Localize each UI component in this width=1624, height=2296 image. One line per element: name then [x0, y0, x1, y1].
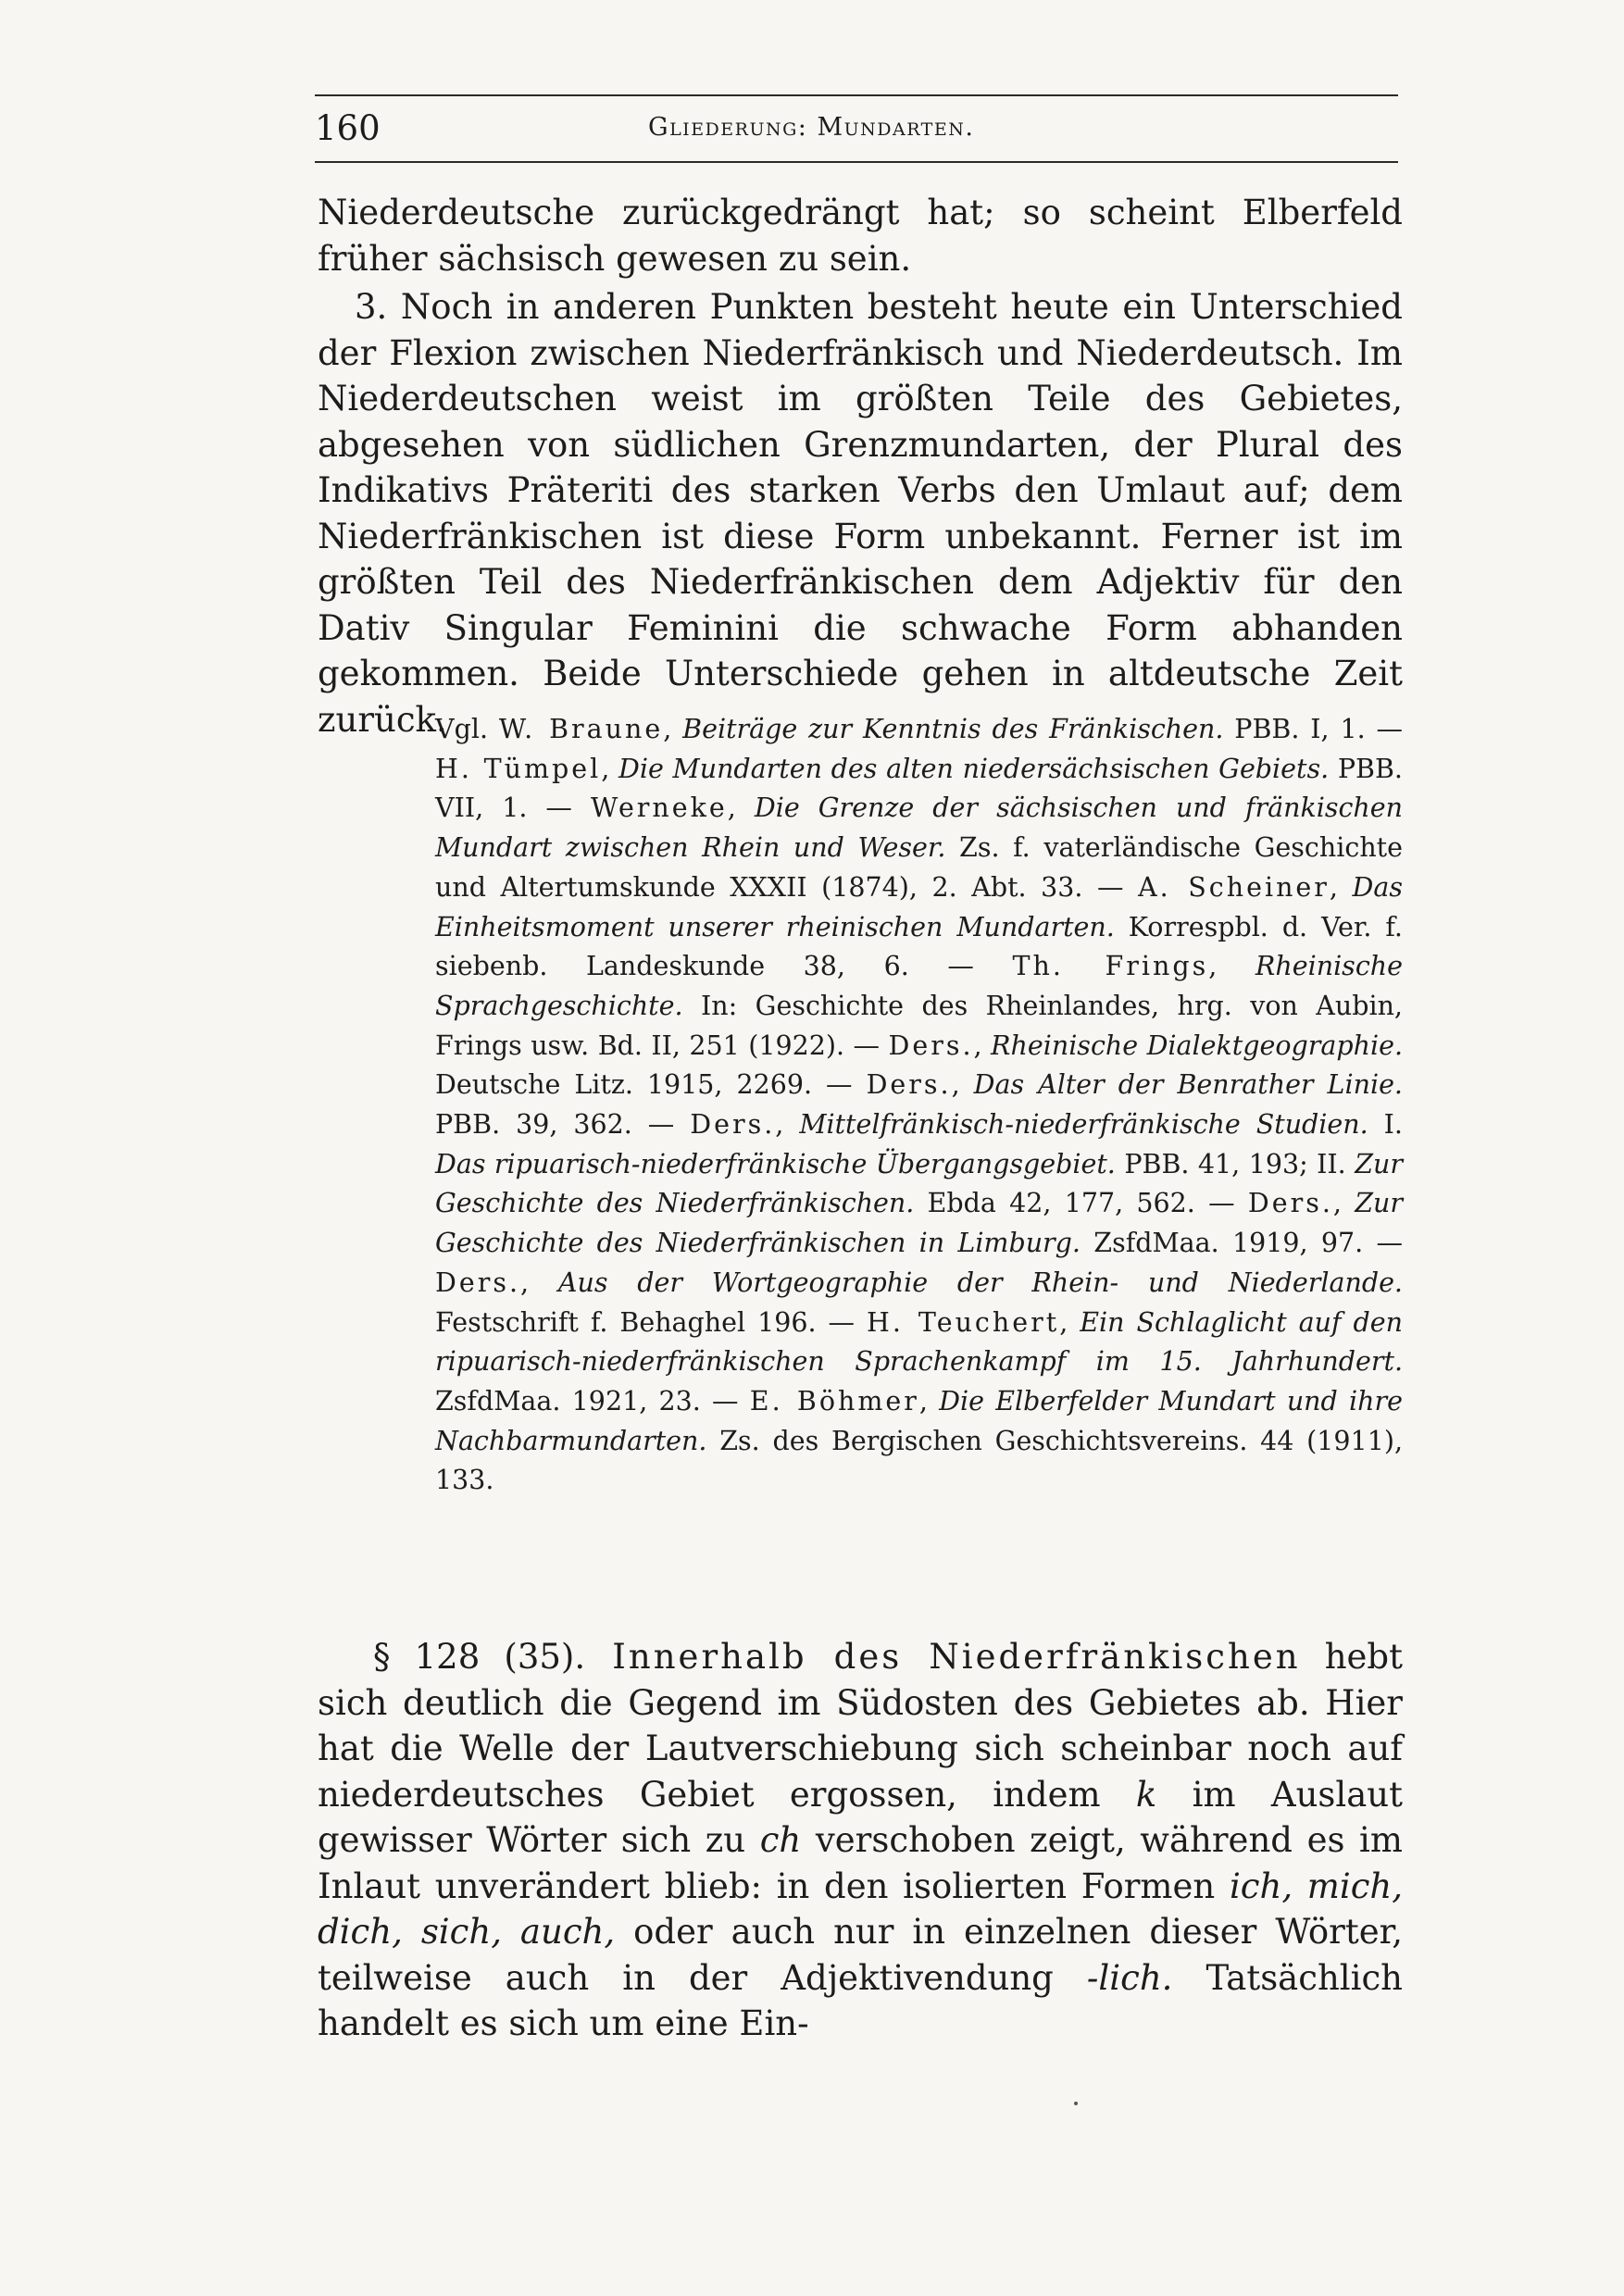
- citation-author: Ders.: [435, 1267, 521, 1298]
- citation-author: Ders.: [690, 1109, 776, 1141]
- citation-title: Zur Geschichte des Niederfränkischen in Limburg.: [435, 1188, 1403, 1259]
- citation-author: Th. Frings: [1012, 951, 1209, 982]
- citation-author: Werneke: [590, 792, 728, 824]
- citation-title: Die Elberfelder Mundart und ihre Nachbarmundarten.: [435, 1385, 1403, 1456]
- running-title: Gliederung: Mundarten.: [648, 113, 975, 142]
- italic-forms: ich, mich, dich, sich, auch,: [318, 1866, 1404, 1952]
- citation-author: W. Braune: [498, 714, 664, 744]
- paragraph-flexion: 3. Noch in anderen Punkten besteht heute ein Unterschied der Flexion zwischen Niederfränkisch und Niederdeutsch. Im Niederdeutschen weist im größten Teile des Gebietes, abgesehen von südlichen Grenzmundarten, der Plural des Indikativs Präteriti des starken Verbs den Umlaut auf; dem Niederfränkischen ist diese Form unbekannt. Ferner ist im größten Teil des Niederfränkischen dem Adjektiv für den Dativ Singular Feminini die schwache Form abhanden gekommen. Beide Unterschiede gehen in altdeutsche Zeit zurück.: [318, 287, 1403, 740]
- citation-title: Aus der Wortgeographie der Rhein- und Niederlande.: [557, 1267, 1403, 1298]
- citation-author: A. Scheiner: [1138, 871, 1330, 903]
- citation-author: H. Teuchert: [867, 1306, 1060, 1338]
- section-lead: Innerhalb des Niederfränkischen: [585, 1637, 1301, 1677]
- citation-author: Ders.: [888, 1029, 974, 1061]
- citation-title: Das Alter der Benrather Linie.: [973, 1069, 1403, 1101]
- italic-term: k: [1135, 1774, 1157, 1815]
- citation-title: Die Mundarten des alten niedersächsischen Gebiets.: [618, 753, 1330, 784]
- citation-title: Das ripuarisch-niederfränkische Übergangsgebiet.: [435, 1148, 1116, 1179]
- citation-author: H. Tümpel: [435, 753, 602, 784]
- paragraph-continuation: Niederdeutsche zurückgedrängt hat; so scheint Elberfeld früher sächsisch gewesen zu sein.: [318, 193, 1403, 279]
- citation-author: Ders.: [1247, 1188, 1333, 1219]
- citation-title: Die Grenze der sächsischen und fränkischen Mundart zwischen Rhein und Weser.: [435, 792, 1404, 864]
- page-header: [315, 94, 1398, 163]
- citation-title: Ein Schlaglicht auf den ripuarisch-niederfränkischen Sprachenkampf im 15. Jahrhundert.: [435, 1306, 1403, 1378]
- citation-title: Zur Geschichte des Niederfränkischen.: [435, 1148, 1403, 1219]
- paragraph-section-128: § 128 (35). Innerhalb des Niederfränkischen hebt sich deutlich die Gegend im Südosten des Gebietes ab. Hier hat die Welle der Lautverschiebung sich scheinbar noch auf niederdeutsches Gebiet ergossen, indem k im Auslaut gewisser Wörter sich zu ch verschoben zeigt, während es im Inlaut unverändert blieb: in den isolierten Formen ich, mich, dich, sich, auch, oder auch nur in einzelnen dieser Wörter, teilweise auch in der Adjektivendung -lich. Tatsächlich handelt es sich um eine Ein-: [318, 1637, 1404, 2043]
- italic-term: -lich.: [1086, 1957, 1173, 1998]
- ink-speck: [1074, 2102, 1078, 2105]
- citation-title: Mittelfränkisch-niederfränkische Studien.: [799, 1109, 1368, 1141]
- citation-title: Beiträge zur Kenntnis des Fränkischen.: [682, 714, 1224, 744]
- citation-author: Ders.: [866, 1069, 952, 1101]
- citation-title: Rheinische Sprachgeschichte.: [435, 951, 1403, 1021]
- italic-term: ch: [759, 1820, 802, 1860]
- citation-title: Das Einheitsmoment unserer rheinischen Mundarten.: [435, 871, 1403, 942]
- section-number: § 128 (35).: [373, 1637, 586, 1677]
- citation-title: Rheinische Dialektgeographie.: [991, 1029, 1403, 1061]
- page-number: 160: [315, 108, 381, 148]
- citation-author: E. Böhmer: [749, 1385, 919, 1416]
- bibliography-note: Vgl. W. Braune, Beiträge zur Kenntnis des Fränkischen. PBB. I, 1. — H. Tümpel, Die Mundarten des alten niedersächsischen Gebiets. PBB. VII, 1. — Werneke, Die Grenze der sächsischen und fränkischen Mundart zwischen Rhein und Weser. Zs. f. vaterländische Geschichte und Altertumskunde XXXII (1874), 2. Abt. 33. — A. Scheiner, Das Einheitsmoment unserer rheinischen Mundarten. Korrespbl. d. Ver. f. siebenb. Landeskunde 38, 6. — Th. Frings, Rheinische Sprachgeschichte. In: Geschichte des Rheinlandes, hrg. von Aubin, Frings usw. Bd. II, 251 (1922). — Ders., Rheinische Dialektgeographie. Deutsche Litz. 1915, 2269. — Ders., Das Alter der Benrather Linie. PBB. 39, 362. — Ders., Mittelfränkisch-niederfränkische Studien. I. Das ripuarisch-niederfränkische Übergangsgebiet. PBB. 41, 193; II. Zur Geschichte des Niederfränkischen. Ebda 42, 177, 562. — Ders., Zur Geschichte des Niederfränkischen in Limburg. ZsfdMaa. 1919, 97. — Ders., Aus der Wortgeographie der Rhein- und Niederlande. Festschrift f. Behaghel 196. — H. Teuchert, Ein Schlaglicht auf den ripuarisch-niederfränkischen Sprachenkampf im 15. Jahrhundert. ZsfdMaa. 1921, 23. — E. Böhmer, Die Elberfelder Mundart und ihre Nachbarmundarten. Zs. des Bergischen Geschichtsvereins. 44 (1911), 133.: [435, 714, 1404, 1496]
